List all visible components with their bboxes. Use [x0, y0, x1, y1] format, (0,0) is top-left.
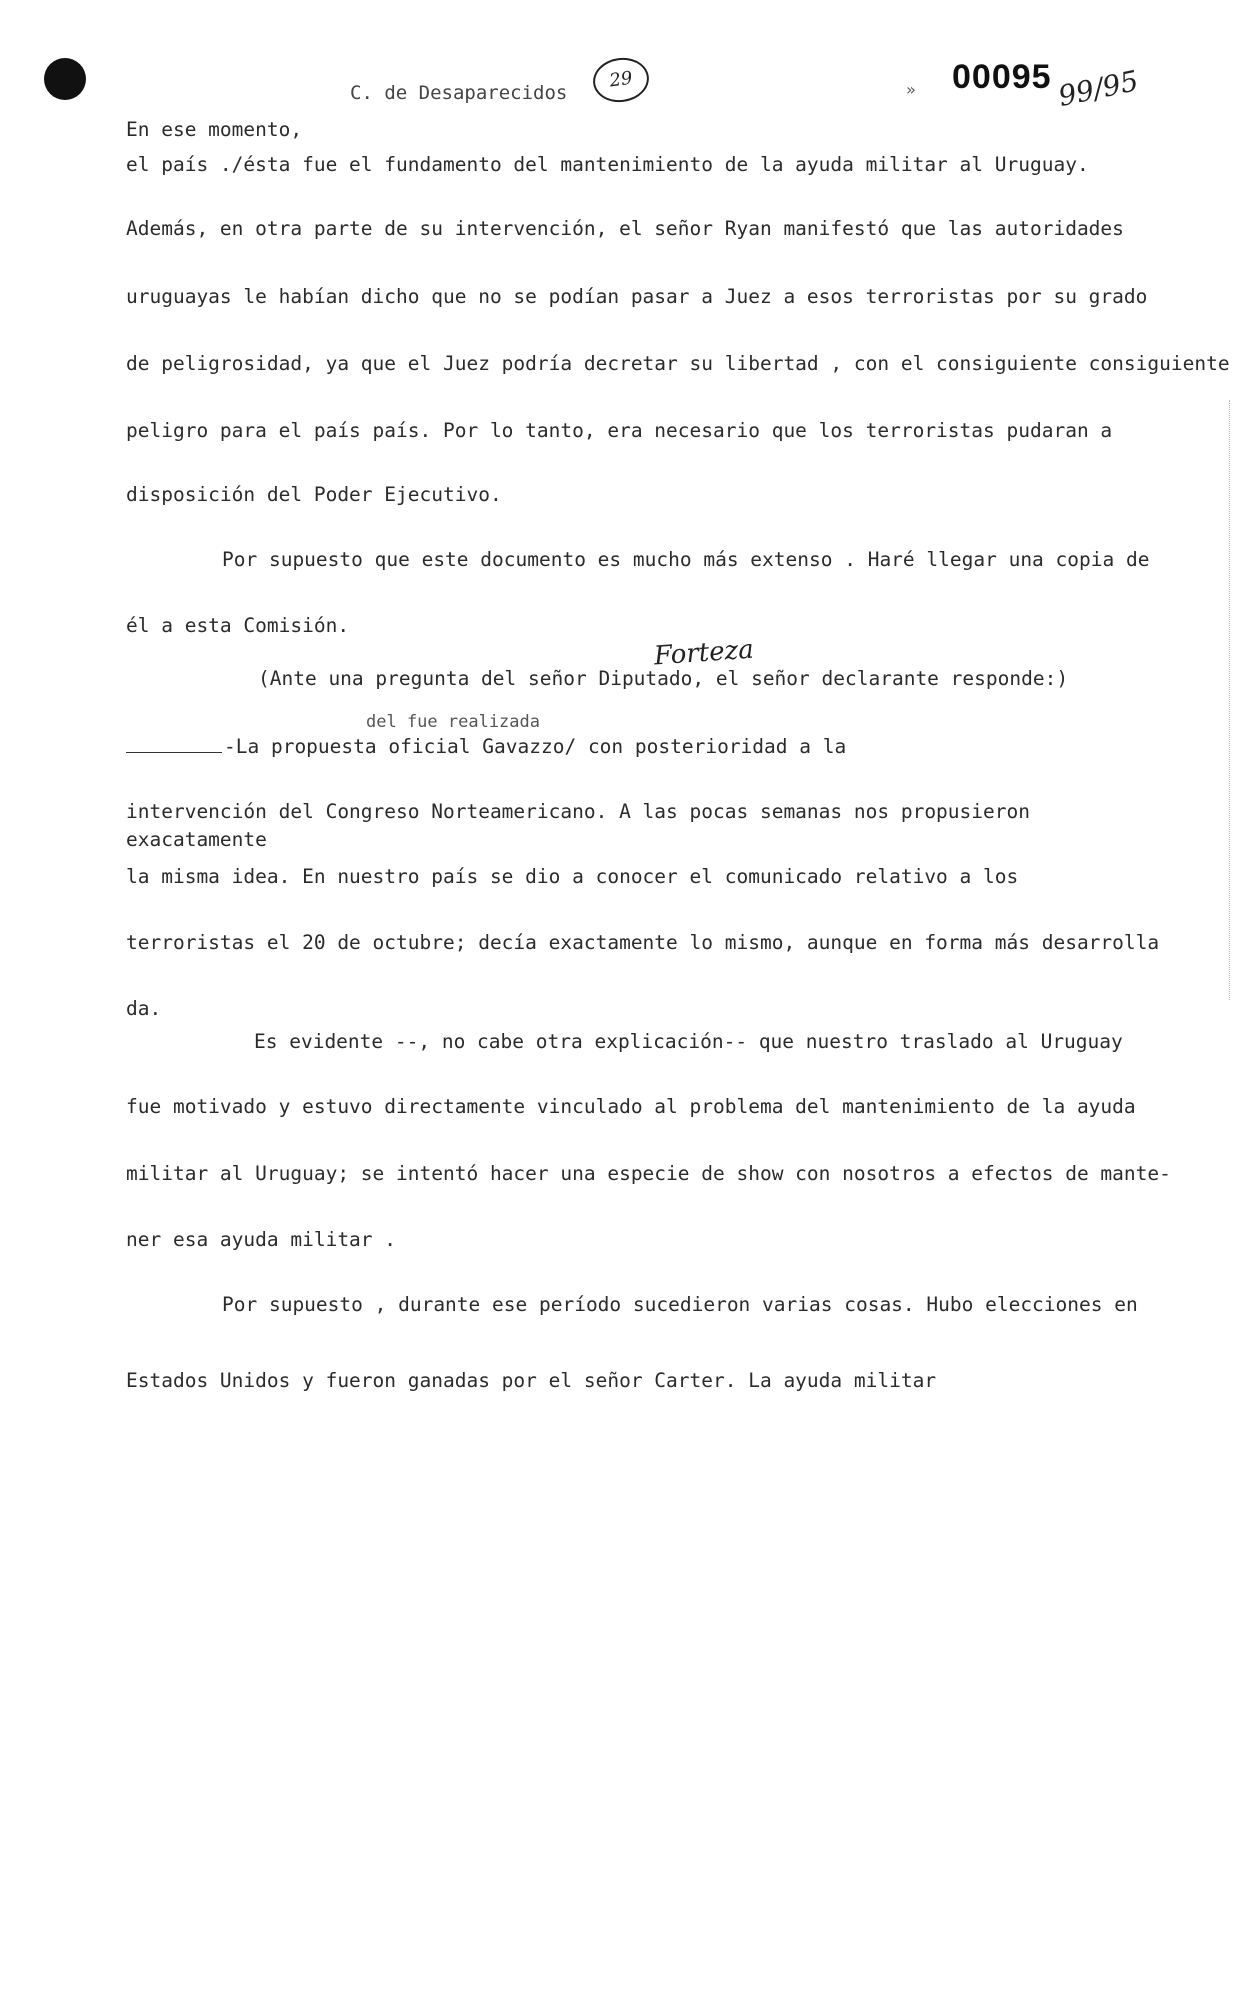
page-number-handwritten: 99/95 — [1055, 63, 1142, 114]
page-number: 00095 — [952, 58, 1052, 96]
folio-stamp: 29 — [590, 54, 652, 105]
tick-mark: » — [906, 80, 916, 99]
text-line-13: exacatamente — [126, 828, 267, 851]
text-line-17: Es evidente --, no cabe otra explicación-- que nuestro traslado al Uruguay — [254, 1030, 1123, 1053]
text-line-11-row — [126, 735, 846, 758]
text-line-19: militar al Uruguay; se intentó hacer una especie de show con nosotros a efectos de mante- — [126, 1162, 1171, 1185]
text-line-11: -La propuesta oficial Gavazzo/ con posterioridad a la — [224, 735, 847, 758]
text-line-4: uruguayas le habían dicho que no se podían pasar a Juez a esos terroristas por su grado — [126, 285, 1148, 308]
text-line-9: él a esta Comisión. — [126, 614, 350, 637]
text-line-12: intervención del Congreso Norteamericano. A las pocas semanas nos propusieron — [126, 800, 1030, 823]
text-line-6: peligro para el país país. Por lo tanto, era necesario que los terroristas pudaran a — [126, 419, 1113, 442]
text-line-22: Estados Unidos y fueron ganadas por el señor Carter. La ayuda militar — [126, 1369, 937, 1392]
signature-blank — [126, 752, 222, 753]
margin-specks — [1227, 400, 1230, 1000]
text-line-8: Por supuesto que este documento es mucho más extenso . Haré llegar una copia de — [222, 548, 1150, 571]
text-line-20: ner esa ayuda militar . — [126, 1228, 397, 1251]
text-line-5: de peligrosidad, ya que el Juez podría decretar su libertad , con el consiguiente consiguiente — [126, 352, 1230, 375]
punch-hole — [44, 58, 86, 100]
text-line-14: la misma idea. En nuestro país se dio a conocer el comunicado relativo a los — [126, 865, 1019, 888]
text-line-7: disposición del Poder Ejecutivo. — [126, 483, 502, 506]
text-line-2: el país ./ésta fue el fundamento del mantenimiento de la ayuda militar al Uruguay. — [126, 153, 1089, 176]
text-line-15: terroristas el 20 de octubre; decía exactamente lo mismo, aunque en forma más desarrolla — [126, 931, 1160, 954]
text-line-21: Por supuesto , durante ese período sucedieron varias cosas. Hubo elecciones en — [222, 1293, 1138, 1316]
text-line-interlinear: del fue realizada — [366, 712, 540, 732]
handwritten-forteza: Forteza — [653, 634, 755, 672]
text-line-10: (Ante una pregunta del señor Diputado, el señor declarante responde:) — [258, 667, 1069, 690]
text-line-18: fue motivado y estuvo directamente vinculado al problema del mantenimiento de la ayuda — [126, 1095, 1136, 1118]
text-line-1: En ese momento, — [126, 118, 303, 141]
header-title: C. de Desaparecidos — [350, 82, 568, 104]
text-line-16: da. — [126, 997, 162, 1020]
text-line-3: Además, en otra parte de su intervención, el señor Ryan manifestó que las autoridades — [126, 217, 1124, 240]
